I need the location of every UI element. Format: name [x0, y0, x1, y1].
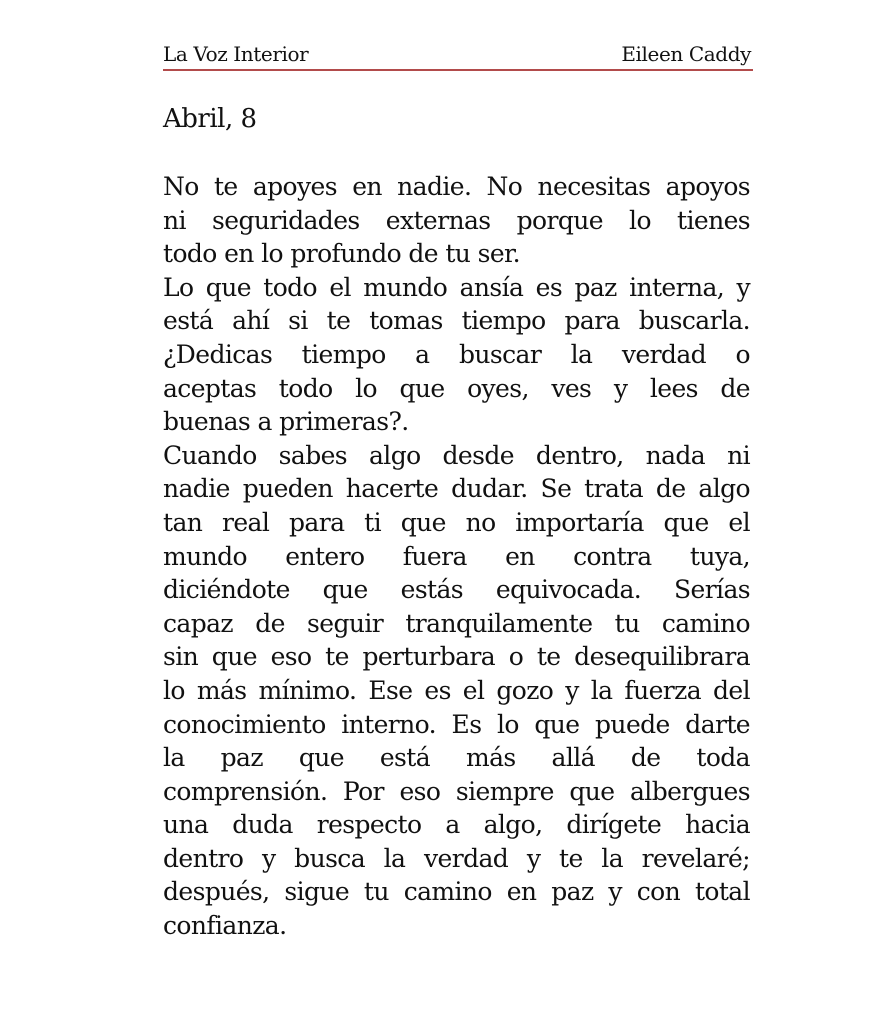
text-line: está ahí si te tomas tiempo para buscarla. [163, 306, 750, 336]
text-line: la paz que está más allá de toda [163, 743, 750, 773]
paragraph [163, 170, 750, 271]
text-line: aceptas todo lo que oyes, ves y lees de [163, 373, 750, 403]
paragraph [163, 439, 750, 943]
text-line: mundo entero fuera en contra tuya, [163, 541, 750, 571]
text-line: comprensión. Por eso siempre que albergues [163, 776, 750, 806]
text-line: sin que eso te perturbara o te desequilibrara [163, 642, 750, 672]
text-line: dentro y busca la verdad y te la revelaré; [163, 843, 750, 873]
text-line: No te apoyes en nadie. No necesitas apoyos [163, 172, 750, 201]
text-line: confianza. [163, 911, 287, 941]
book-title: La Voz Interior [163, 42, 309, 66]
running-header [163, 40, 751, 70]
paragraph [163, 271, 750, 439]
header-rule [163, 69, 753, 71]
text-line: Lo que todo el mundo ansía es paz interna, y [163, 272, 750, 302]
text-line: después, sigue tu camino en paz y con total [163, 877, 750, 907]
text-line: lo más mínimo. Ese es el gozo y la fuerza del [163, 675, 750, 705]
text-line: conocimiento interno. Es lo que puede darte [163, 709, 750, 739]
text-line: ni seguridades externas porque lo tienes [163, 205, 750, 235]
text-line: una duda respecto a algo, dirígete hacia [163, 810, 750, 840]
text-line: tan real para ti que no importaría que el [163, 507, 750, 537]
text-line: Cuando sabes algo desde dentro, nada ni [163, 440, 750, 470]
text-line: capaz de seguir tranquilamente tu camino [163, 608, 750, 638]
text-line: ¿Dedicas tiempo a buscar la verdad o [163, 339, 750, 369]
text-line: buenas a primeras?. [163, 407, 409, 437]
author-name: Eileen Caddy [621, 42, 751, 66]
text-line: todo en lo profundo de tu ser. [163, 239, 521, 269]
text-line: nadie pueden hacerte dudar. Se trata de algo [163, 474, 750, 504]
text-line: diciéndote que estás equivocada. Serías [163, 575, 750, 605]
entry-body [163, 170, 750, 943]
entry-date: Abril, 8 [163, 104, 257, 134]
